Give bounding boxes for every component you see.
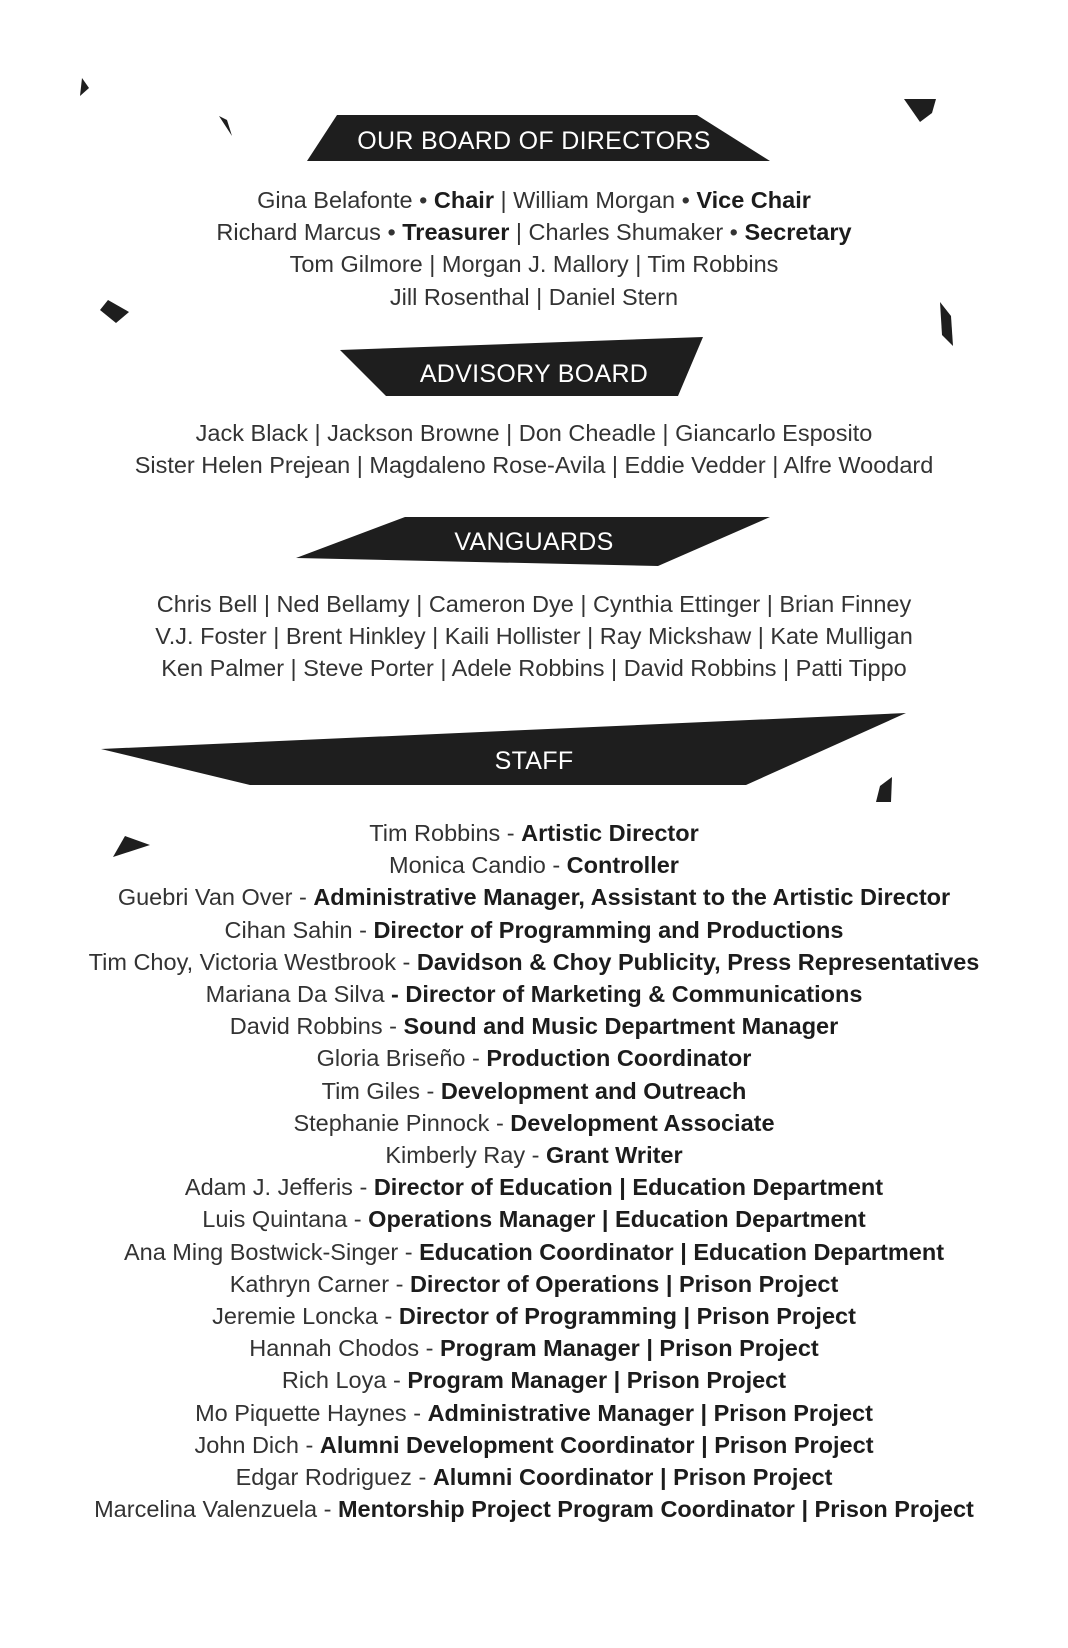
list-item bbox=[0, 1493, 1068, 1525]
role-text: Development Associate bbox=[510, 1109, 775, 1136]
name-text: Edgar Rodriguez - bbox=[235, 1464, 433, 1491]
role-text: Administrative Manager, Assistant to the Artistic Director bbox=[313, 884, 951, 911]
name-text: Gloria Briseño - bbox=[316, 1045, 487, 1072]
list-item bbox=[0, 1332, 1068, 1364]
list-item bbox=[0, 1139, 1068, 1171]
name-text: Guebri Van Over - bbox=[117, 884, 314, 911]
list-item bbox=[0, 1042, 1068, 1074]
role-text: Program Manager | Prison Project bbox=[407, 1367, 787, 1394]
name-text: | Charles Shumaker bbox=[509, 219, 724, 246]
role-text: Chair bbox=[433, 187, 494, 213]
name-text: • bbox=[675, 187, 697, 213]
name-text: Monica Candio - bbox=[389, 852, 567, 879]
list-item bbox=[0, 1075, 1068, 1107]
list-item bbox=[0, 881, 1068, 913]
list-item bbox=[0, 1010, 1068, 1042]
name-text: John Dich - bbox=[194, 1431, 320, 1458]
role-text: Alumni Coordinator | Prison Project bbox=[432, 1464, 833, 1491]
role-text: Sound and Music Department Manager bbox=[403, 1013, 839, 1040]
role-text: Controller bbox=[566, 852, 679, 879]
staff-heading: STAFF bbox=[494, 747, 574, 775]
list-item bbox=[0, 1397, 1068, 1429]
name-text: Jill Rosenthal | Daniel Stern bbox=[389, 283, 679, 310]
name-text: David Robbins - bbox=[229, 1013, 404, 1040]
name-text: Ken Palmer | Steve Porter | Adele Robbins | David Robbins | Patti Tippo bbox=[161, 655, 907, 682]
name-text: Kathryn Carner - bbox=[229, 1270, 410, 1297]
name-text: Chris Bell | Ned Bellamy | Cameron Dye | Cynthia Ettinger | Brian Finney bbox=[156, 591, 912, 617]
name-text: Richard Marcus bbox=[216, 219, 381, 246]
role-text: Director of Education | Education Department bbox=[373, 1174, 884, 1201]
name-text: • bbox=[380, 219, 403, 246]
advisory-heading: ADVISORY BOARD bbox=[419, 360, 649, 388]
list-item bbox=[0, 184, 1068, 216]
role-text: Secretary bbox=[744, 219, 852, 246]
list-item bbox=[0, 1300, 1068, 1332]
list-item bbox=[0, 216, 1068, 248]
name-text: | William Morgan bbox=[493, 187, 676, 213]
list-item bbox=[0, 1429, 1068, 1461]
name-text: Hannah Chodos - bbox=[249, 1335, 440, 1362]
list-item bbox=[0, 849, 1068, 881]
role-text: Treasurer bbox=[402, 219, 510, 246]
name-text: • bbox=[723, 219, 745, 246]
name-text: Mariana Da Silva bbox=[205, 981, 392, 1008]
name-text: V.J. Foster | Brent Hinkley | Kaili Hollister | Ray Mickshaw | Kate Mulligan bbox=[155, 623, 913, 650]
list-item bbox=[0, 1461, 1068, 1493]
name-text: Ana Ming Bostwick-Singer - bbox=[123, 1238, 420, 1265]
name-text: Marcelina Valenzuela - bbox=[94, 1496, 338, 1523]
board-list bbox=[0, 184, 1068, 313]
list-item bbox=[0, 1203, 1068, 1235]
role-text: Program Manager | Prison Project bbox=[439, 1335, 819, 1362]
name-text: Rich Loya - bbox=[281, 1367, 408, 1394]
role-text: Artistic Director bbox=[521, 820, 699, 846]
name-text: Mo Piquette Haynes - bbox=[195, 1399, 428, 1426]
name-text: Tim Robbins - bbox=[369, 820, 522, 846]
list-item bbox=[0, 620, 1068, 652]
role-text: Vice Chair bbox=[696, 187, 811, 213]
name-text: Tom Gilmore | Morgan J. Mallory | Tim Robbins bbox=[289, 251, 779, 278]
name-text: Adam J. Jefferis - bbox=[184, 1174, 374, 1201]
name-text: Tim Giles - bbox=[321, 1077, 441, 1104]
fragment-shape bbox=[876, 777, 892, 802]
role-text: Grant Writer bbox=[545, 1142, 683, 1169]
list-item bbox=[0, 248, 1068, 280]
list-item bbox=[0, 652, 1068, 684]
list-item bbox=[0, 588, 1068, 620]
fragment-shape bbox=[904, 99, 936, 122]
list-item bbox=[0, 817, 1068, 849]
list-item bbox=[0, 1107, 1068, 1139]
list-item bbox=[0, 1236, 1068, 1268]
vanguards-list bbox=[0, 588, 1068, 685]
name-text: Tim Choy, Victoria Westbrook - bbox=[88, 948, 417, 975]
name-text: Stephanie Pinnock - bbox=[293, 1109, 511, 1136]
list-item bbox=[0, 417, 1068, 449]
role-text: Alumni Development Coordinator | Prison Project bbox=[319, 1431, 874, 1458]
list-item bbox=[0, 449, 1068, 481]
role-text: Administrative Manager | Prison Project bbox=[427, 1399, 873, 1426]
vanguards-heading: VANGUARDS bbox=[454, 528, 614, 556]
name-text: Jack Black | Jackson Browne | Don Cheadle | Giancarlo Esposito bbox=[195, 420, 873, 446]
role-text: Education Coordinator | Education Department bbox=[419, 1238, 945, 1265]
list-item bbox=[0, 914, 1068, 946]
role-text: Director of Programming and Productions bbox=[373, 916, 844, 943]
role-text: Production Coordinator bbox=[486, 1045, 752, 1072]
staff-list bbox=[0, 817, 1068, 1525]
list-item bbox=[0, 978, 1068, 1010]
role-text: Director of Operations | Prison Project bbox=[409, 1270, 839, 1297]
name-text: Cihan Sahin - bbox=[224, 916, 374, 943]
role-text: Mentorship Project Program Coordinator | Prison Project bbox=[337, 1496, 974, 1523]
name-text: Kimberly Ray - bbox=[385, 1142, 546, 1169]
list-item bbox=[0, 1364, 1068, 1396]
list-item bbox=[0, 281, 1068, 313]
name-text: • bbox=[412, 187, 434, 213]
name-text: Luis Quintana - bbox=[202, 1206, 369, 1233]
fragment-shape bbox=[80, 78, 89, 96]
role-text: Director of Programming | Prison Project bbox=[398, 1303, 856, 1330]
role-text: Davidson & Choy Publicity, Press Representatives bbox=[416, 948, 980, 975]
role-text: Development and Outreach bbox=[440, 1077, 747, 1104]
name-text: Sister Helen Prejean | Magdaleno Rose-Avila | Eddie Vedder | Alfre Woodard bbox=[134, 452, 934, 479]
board-heading: OUR BOARD OF DIRECTORS bbox=[357, 127, 711, 155]
name-text: Jeremie Loncka - bbox=[212, 1303, 399, 1330]
name-text: Gina Belafonte bbox=[257, 187, 413, 213]
list-item bbox=[0, 1268, 1068, 1300]
role-text: - Director of Marketing & Communications bbox=[391, 981, 863, 1008]
advisory-list bbox=[0, 417, 1068, 481]
list-item bbox=[0, 1171, 1068, 1203]
list-item bbox=[0, 946, 1068, 978]
role-text: Operations Manager | Education Department bbox=[368, 1206, 866, 1233]
